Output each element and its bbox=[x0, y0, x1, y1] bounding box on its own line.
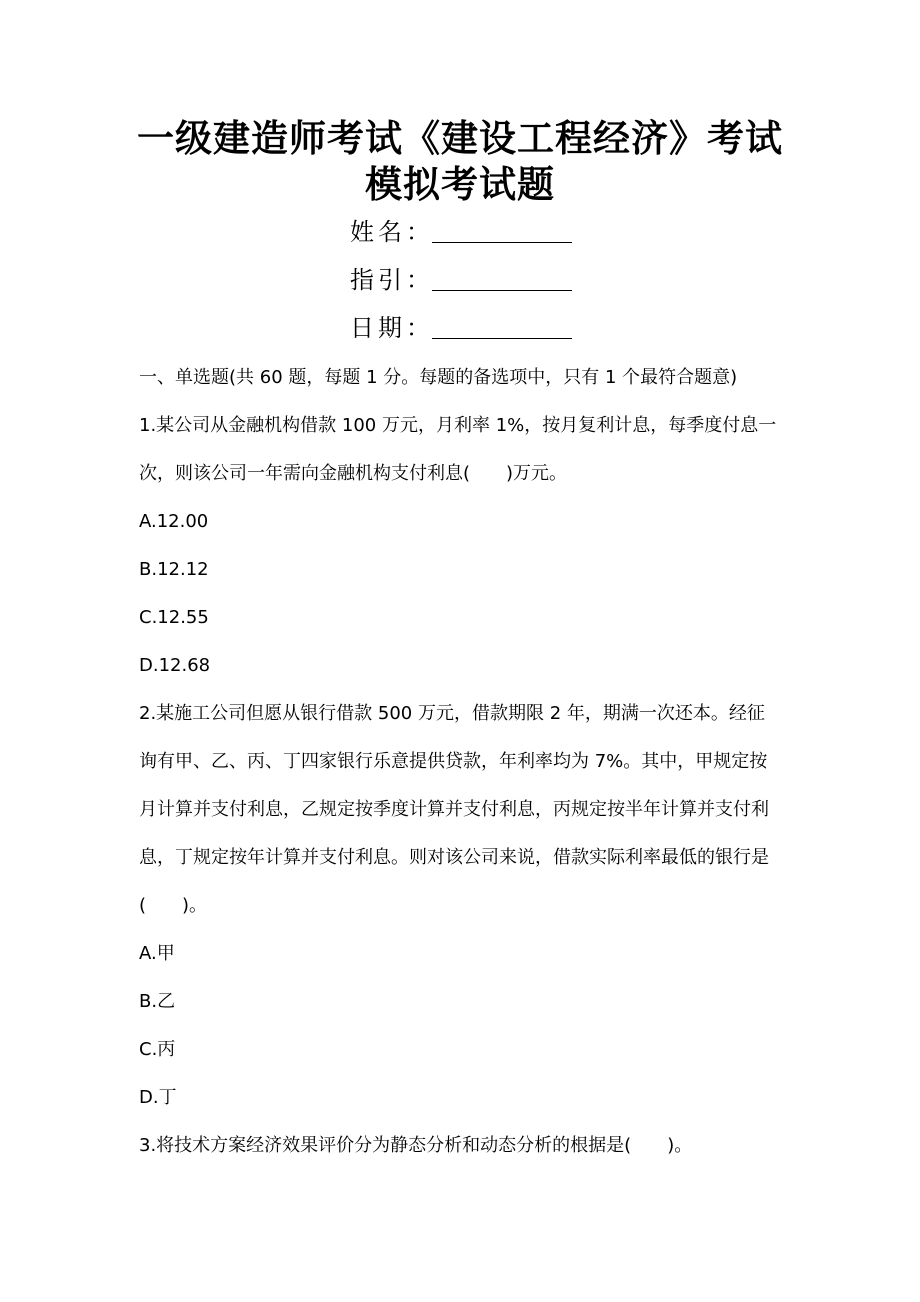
question-2-line-4: 息，丁规定按年计算并支付利息。则对该公司来说，借款实际利率最低的银行是 bbox=[139, 847, 769, 868]
document-title-line-1: 一级建造师考试《建设工程经济》考试 bbox=[137, 116, 783, 160]
question-2-option-a: A.甲 bbox=[139, 943, 175, 964]
question-2-option-d: D.丁 bbox=[139, 1087, 177, 1108]
document-title-line-2: 模拟考试题 bbox=[365, 162, 555, 206]
name-blank-line bbox=[432, 214, 572, 243]
name-label: 姓名： bbox=[350, 218, 434, 246]
question-2-option-b: B.乙 bbox=[139, 991, 176, 1012]
question-2-line-1: 2.某施工公司但愿从银行借款 500 万元，借款期限 2 年，期满一次还本。经征 bbox=[139, 703, 765, 724]
date-label: 日期： bbox=[350, 314, 434, 342]
guide-field bbox=[350, 262, 590, 298]
date-field bbox=[350, 310, 590, 346]
question-1-option-c: C.12.55 bbox=[139, 607, 209, 628]
question-2-line-2: 询有甲、乙、丙、丁四家银行乐意提供贷款，年利率均为 7%。其中，甲规定按 bbox=[139, 751, 768, 772]
name-field bbox=[350, 214, 590, 250]
guide-blank-line bbox=[432, 262, 572, 291]
question-3-line-1: 3.将技术方案经济效果评价分为静态分析和动态分析的根据是( )。 bbox=[139, 1135, 693, 1156]
question-1-line-2: 次，则该公司一年需向金融机构支付利息( )万元。 bbox=[139, 463, 568, 484]
date-blank-line bbox=[432, 310, 572, 339]
question-1-option-d: D.12.68 bbox=[139, 655, 211, 676]
question-1-option-a: A.12.00 bbox=[139, 511, 209, 532]
question-1-option-b: B.12.12 bbox=[139, 559, 209, 580]
question-2-line-5: ( )。 bbox=[139, 895, 208, 916]
question-2-option-c: C.丙 bbox=[139, 1039, 176, 1060]
question-2-line-3: 月计算并支付利息，乙规定按季度计算并支付利息，丙规定按半年计算并支付利 bbox=[139, 799, 769, 820]
guide-label: 指引： bbox=[350, 266, 434, 294]
question-1-line-1: 1.某公司从金融机构借款 100 万元，月利率 1%，按月复利计息，每季度付息一 bbox=[139, 415, 777, 436]
section-heading: 一、单选题(共 60 题，每题 1 分。每题的备选项中，只有 1 个最符合题意) bbox=[139, 367, 738, 388]
